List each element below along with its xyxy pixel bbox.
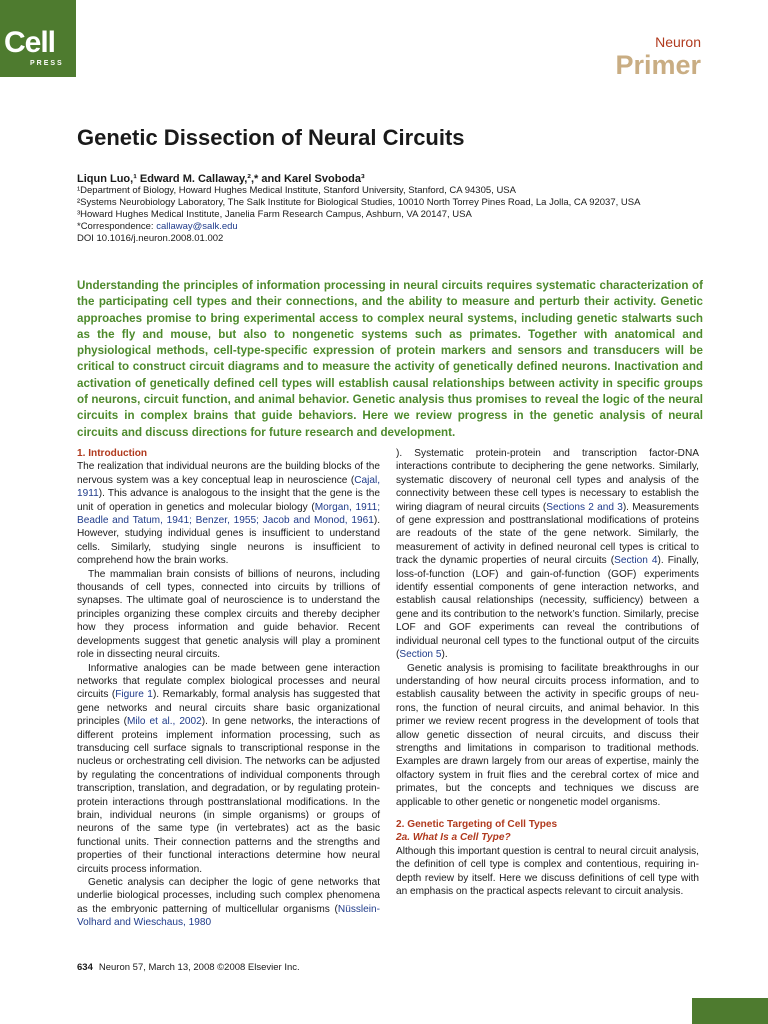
text-run: ). Remarkably, formal analysis has suggested that gene networks and neural circuits share basic organizational principles ( xyxy=(77,689,380,728)
affiliation-1: ¹Department of Biology, Howard Hughes Medical Institute, Stanford University, Stanford, CA 94305, USA xyxy=(77,185,516,196)
text-run: ). Systematic protein-protein and transcription factor-DNA interactions contribute to deciphering the gene networks. Similarly, systematic discovery of neuronal cell types and analysis of the connectivity between these cell types is necessary to establish the wiring diagram of neural circuits ( xyxy=(396,448,699,513)
intro-paragraph-3 xyxy=(77,662,380,877)
heading-introduction: 1. Introduction xyxy=(77,448,148,459)
page-number: 634 xyxy=(77,962,93,973)
text-run: Genetic analysis can decipher the logic of gene networks that underlie biological processes, including such complex phenomena as the embryonic patterning of multicellular organisms ( xyxy=(77,877,380,915)
affiliation-2: ²Systems Neurobiology Laboratory, The Salk Institute for Biological Studies, 10010 North Torrey Pines Road, La Jolla, CA 92037, USA xyxy=(77,197,641,208)
corner-color-block xyxy=(692,998,768,1024)
citation-link[interactable]: Morgan, 1911; Beadle and Tatum, 1941; Benzer, 1955; Jacob and Monod, 1961 xyxy=(77,501,381,527)
citation-link[interactable]: Milo et al., 2002 xyxy=(126,716,202,728)
intro-paragraph-1 xyxy=(77,460,380,567)
text-run: The realization that individual neurons are the building blocks of the nervous system was a key conceptual leap in neuroscience ( xyxy=(77,461,380,486)
journal-name: Neuron xyxy=(655,34,701,50)
subheading-2a: 2a. What Is a Cell Type? xyxy=(396,832,511,844)
section-link[interactable]: Section 5 xyxy=(399,649,442,661)
text-run: ). xyxy=(441,649,448,661)
citation-link[interactable]: Nüsslein-Volhard and Wieschaus, 1980 xyxy=(77,903,380,929)
figure-link[interactable]: Figure 1 xyxy=(115,689,153,701)
logo-press-label: PRESS xyxy=(30,60,64,67)
text-run: ). Measurements of gene expression and posttranslational modifications of proteins are readouts of the state of the gene network. Similarly, the measurement of activity in defined neuronal cell types is critical to track the dynamic properties of neural circuits ( xyxy=(396,501,699,567)
section-link[interactable]: Section 4 xyxy=(614,555,658,567)
heading-section-2: 2. Genetic Targeting of Cell Types xyxy=(396,818,558,830)
author-list: Liqun Luo,¹ Edward M. Callaway,²,* and Karel Svoboda³ xyxy=(77,173,365,185)
correspondence xyxy=(77,221,717,233)
doi: DOI 10.1016/j.neuron.2008.01.002 xyxy=(77,233,224,244)
text-run: Informative analogies can be made between gene interaction networks that regulate complex biological processes and neural circuits ( xyxy=(77,662,380,701)
correspondence-email-link[interactable]: callaway@salk.edu xyxy=(156,221,238,232)
affiliation-3: ³Howard Hughes Medical Institute, Janelia Farm Research Campus, Ashburn, VA 20147, USA xyxy=(77,209,472,220)
intro-paragraph-2: The mammalian brain consists of billions of neurons, including thousands of cell types, connected into circuits by trillions of synapses. The ultimate goal of neuroscience is to understand the principles organizing these complex circuits and thereby decipher how they process information and guide behavior. Recent developments suggest that genetic analysis will play a prominent role in dissecting neural circuits. xyxy=(77,568,380,661)
citation-link[interactable]: Cajal, 1911 xyxy=(77,474,380,500)
affiliations xyxy=(77,185,717,245)
text-run: ). However, studying individual genes is insufficient to understand cells. Similarly, studying single neurons is insufficient to comprehend how the brain works. xyxy=(77,515,380,567)
intro-paragraph-4-cont xyxy=(396,447,699,662)
intro-paragraph-5: Genetic analysis is promising to facilitate breakthroughs in our understanding of how neural circuits process information, and to establish causality between the activity in specific groups of neurons, the function of neural circuits, and animal behavior. In this primer we review recent progress in the development of tools that allow genetic dissection of neural circuits, and discuss their strengths and limitations in comparison to traditional methods. Examples are drawn largely from our areas of expertise, mainly the olfactory system in fruit flies and the cerebral cortex of mice and primates, but the concepts and techniques we discuss are applicable to other genetic or nongenetic model organisms. xyxy=(396,662,699,808)
article-type: Primer xyxy=(615,50,701,80)
abstract: Understanding the principles of information processing in neural circuits requires systematic characterization of the participating cell types and their connections, and the ability to measure and perturb their activity. Genetic approaches promise to bring experimental access to complex neural systems, including genetic stalwarts such as the fly and mouse, but also to nongenetic systems such as primates. Together with anatomical and physiological methods, cell-type-specific expression of protein markers and sensors and transducers will be critical to construct circuit diagrams and to measure the activity of genetically defined neurons. Inactivation and activation of genetically defined cell types will establish causal relationships between activity in specific groups of neurons, circuit function, and animal behavior. Genetic analysis thus promises to reveal the logic of the neural circuits in complex brains that guide behaviors. Here we review progress in the genetic analysis of neural circuits and discuss directions for future research and development. xyxy=(77,279,703,439)
page-footer xyxy=(77,962,300,974)
section2-paragraph-1: Although this important question is central to neural circuit analysis, the definition of cell type is complex and contentious, requiring in-depth review by itself. Here we discuss definitions of cell type with an emphasis on the practical aspects relevant to circuit analysis. xyxy=(396,845,699,897)
correspondence-label: *Correspondence: xyxy=(77,221,157,232)
column-left xyxy=(77,447,380,930)
text-run: ). Finally, loss-of-function (LOF) and gain-of-function (GOF) experiments identify essential components of gene interaction networks, and establish causal relationships (necessity, sufficiency) between a gene and its contribution to the network’s function. Similarly, precise LOF and GOF experiments can reveal the contributions of individual neuronal cell types to the functional output of the circuits ( xyxy=(396,555,699,661)
text-run: ). This advance is analogous to the insight that the gene is the unit of operation in genetics and molecular biology ( xyxy=(77,488,380,513)
cell-press-logo xyxy=(0,0,76,77)
intro-paragraph-4-start xyxy=(77,876,380,930)
footer-citation: Neuron 57, March 13, 2008 ©2008 Elsevier Inc. xyxy=(98,962,300,973)
column-right xyxy=(396,447,699,898)
text-run: ). In gene networks, the interactions of different proteins implement information processing, such as transducing cell surface signals to transcriptional response in the nucleus or orchestrating cell division. The networks can be adjusted by regulating the concentrations of individual components through transcription, translation, and degradation, or by regulating protein-protein interactions through posttranslational modifications. In the brain, individual neurons (in simple organisms) or groups of neurons of the same type (in vertebrates) act as the basic functional units. Their connection patterns and the strengths and properties of their functional interactions determine how neural circuits process information. xyxy=(77,716,380,875)
article-title: Genetic Dissection of Neural Circuits xyxy=(77,125,465,150)
section-link[interactable]: Sections 2 and 3 xyxy=(546,501,623,513)
logo-wordmark: Cell xyxy=(4,26,56,59)
